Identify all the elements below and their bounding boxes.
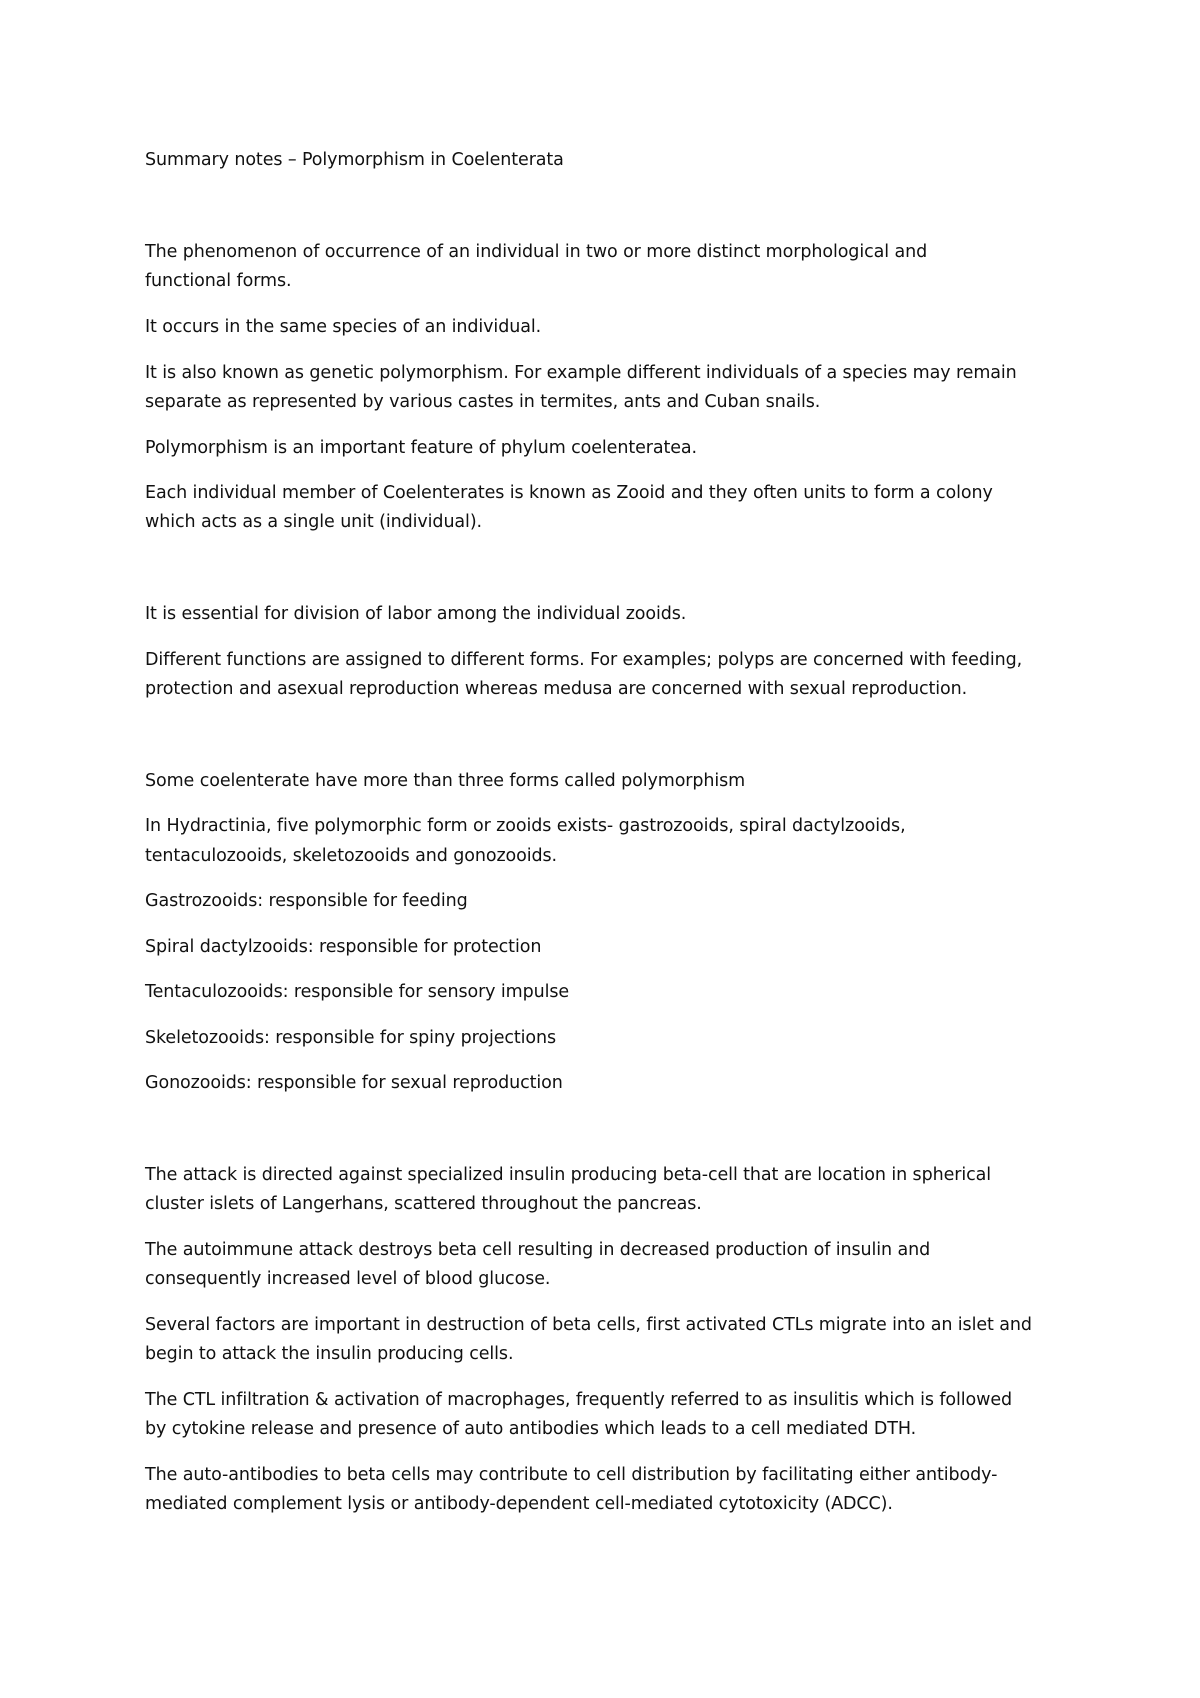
text-line: The auto-antibodies to beta cells may contribute to cell distribution by facilitating either antibody- (145, 1465, 998, 1485)
text-line: It is also known as genetic polymorphism. For example different individuals of a species may remain (145, 363, 1017, 383)
text-line: Tentaculozooids: responsible for sensory impulse (145, 982, 570, 1002)
text-line: cluster islets of Langerhans, scattered throughout the pancreas. (145, 1194, 702, 1214)
text-line: Gastrozooids: responsible for feeding (145, 891, 468, 911)
text-line: Spiral dactylzooids: responsible for protection (145, 937, 542, 957)
text-line: separate as represented by various castes in termites, ants and Cuban snails. (145, 392, 821, 412)
text-line: by cytokine release and presence of auto antibodies which leads to a cell mediated DTH. (145, 1419, 917, 1439)
text-line: mediated complement lysis or antibody-dependent cell-mediated cytotoxicity (ADCC). (145, 1494, 893, 1514)
text-line: Different functions are assigned to different forms. For examples; polyps are concerned with feeding, (145, 650, 1023, 670)
document-title: Summary notes – Polymorphism in Coelenterata (145, 150, 564, 170)
text-line: In Hydractinia, five polymorphic form or zooids exists- gastrozooids, spiral dactylzooids, (145, 816, 906, 836)
text-line: The CTL infiltration & activation of macrophages, frequently referred to as insulitis which is followed (145, 1390, 1013, 1410)
text-line: consequently increased level of blood glucose. (145, 1269, 551, 1289)
text-line: begin to attack the insulin producing cells. (145, 1344, 514, 1364)
text-line: The attack is directed against specialized insulin producing beta-cell that are location in spherical (145, 1165, 991, 1185)
text-line: which acts as a single unit (individual). (145, 512, 483, 532)
text-line: Several factors are important in destruction of beta cells, first activated CTLs migrate into an islet and (145, 1315, 1032, 1335)
text-line: It is essential for division of labor among the individual zooids. (145, 604, 687, 624)
text-line: protection and asexual reproduction whereas medusa are concerned with sexual reproduction. (145, 679, 968, 699)
text-line: tentaculozooids, skeletozooids and gonozooids. (145, 846, 557, 866)
text-line: Each individual member of Coelenterates is known as Zooid and they often units to form a colony (145, 483, 993, 503)
text-line: Skeletozooids: responsible for spiny projections (145, 1028, 557, 1048)
text-line: It occurs in the same species of an individual. (145, 317, 542, 337)
text-line: functional forms. (145, 271, 292, 291)
text-line: The phenomenon of occurrence of an individual in two or more distinct morphological and (145, 242, 928, 262)
text-line: Gonozooids: responsible for sexual reproduction (145, 1073, 563, 1093)
text-line: The autoimmune attack destroys beta cell resulting in decreased production of insulin and (145, 1240, 931, 1260)
text-line: Some coelenterate have more than three forms called polymorphism (145, 771, 746, 791)
text-line: Polymorphism is an important feature of phylum coelenteratea. (145, 438, 698, 458)
